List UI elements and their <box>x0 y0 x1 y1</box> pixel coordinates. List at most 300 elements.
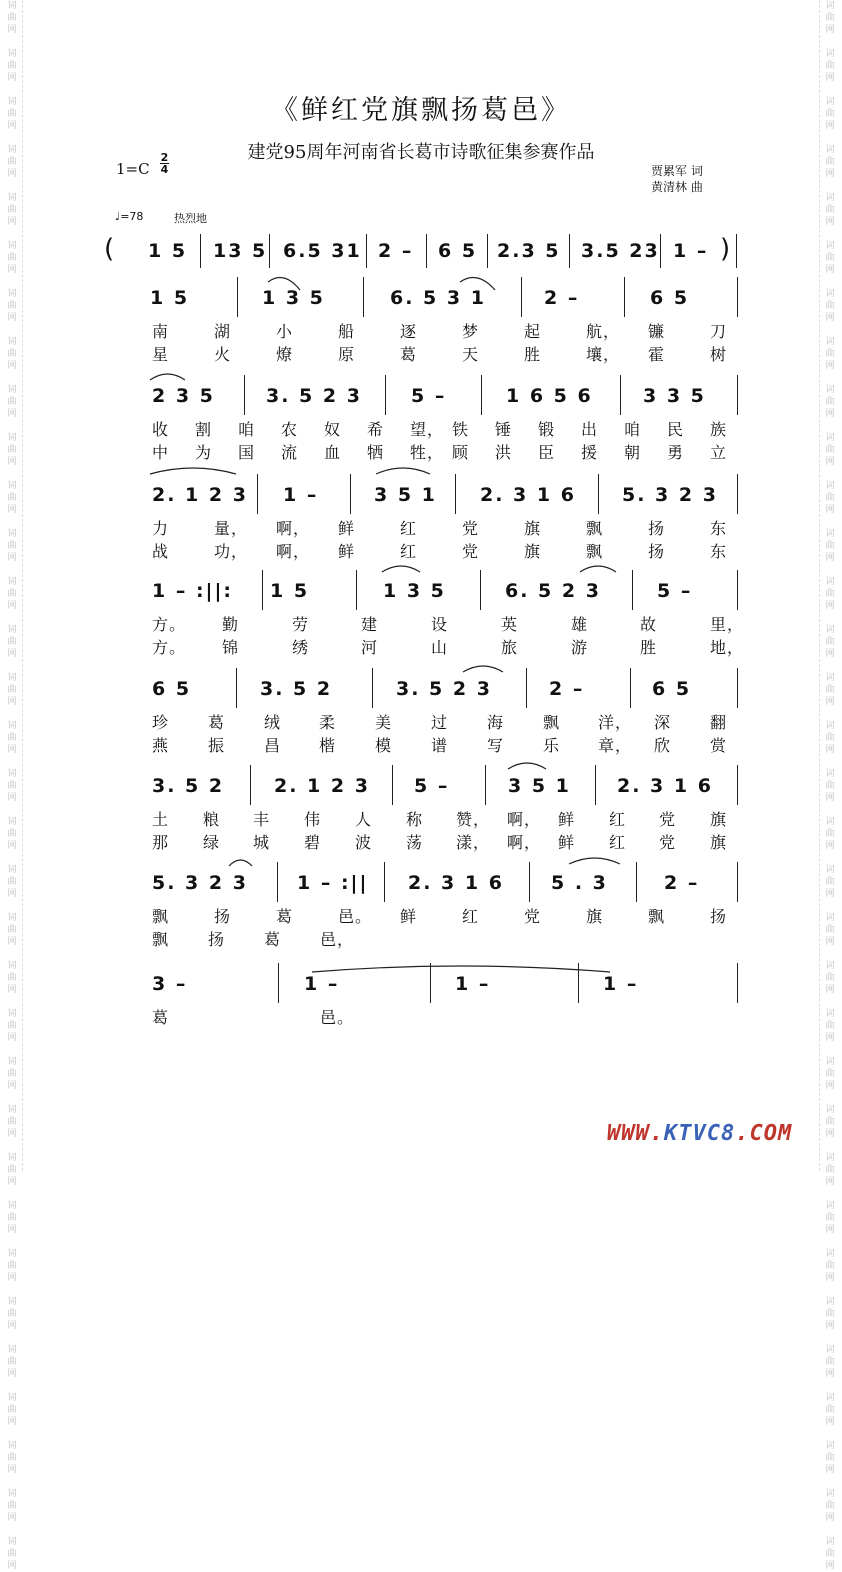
lyric-char: 旗 <box>710 810 728 829</box>
lyric-char: 出 <box>581 420 599 439</box>
lyric-char: 啊， <box>276 542 311 561</box>
lyric-char: 奴 <box>324 420 342 439</box>
margin-text: 词曲网 <box>825 1105 835 1139</box>
margin-text: 词曲网 <box>825 145 835 179</box>
margin-text: 词曲网 <box>825 1249 835 1283</box>
measure: 2 – <box>664 872 700 894</box>
margin-text: 词曲网 <box>7 625 17 659</box>
lyric-char: 量， <box>214 519 249 538</box>
measure: 6 5 <box>652 678 692 700</box>
lyric-char: 南 <box>152 322 170 341</box>
barline <box>636 862 637 902</box>
barline <box>426 234 427 268</box>
lyric-char: 树 <box>710 345 728 364</box>
lyric-char: 雄 <box>571 615 589 634</box>
measure: 1 5 <box>150 287 190 309</box>
lyric-char: 那 <box>152 833 170 852</box>
margin-text: 词曲网 <box>825 385 835 419</box>
measure: 5. 3 2 3 <box>622 484 718 506</box>
margin-text: 词曲网 <box>825 577 835 611</box>
lyric-char: 为 <box>195 443 213 462</box>
lyric-char: 勇 <box>667 443 685 462</box>
lyric-char: 称 <box>406 810 424 829</box>
intro-measure: 6 5 <box>438 240 478 262</box>
margin-text: 词曲网 <box>7 1345 17 1379</box>
lyric-char: 赏 <box>710 736 728 755</box>
lyric-char: 邑， <box>320 930 355 949</box>
margin-text: 词曲网 <box>825 625 835 659</box>
barline <box>430 963 431 1003</box>
lyric-char: 小 <box>276 322 294 341</box>
lyric-char: 故 <box>640 615 658 634</box>
measure: 3. 5 2 3 <box>266 385 362 407</box>
barline <box>737 862 738 902</box>
key-signature: 1=C <box>116 160 150 178</box>
lyric-char: 葛 <box>400 345 418 364</box>
margin-text: 词曲网 <box>825 1537 835 1571</box>
lyric-char: 漾， <box>456 833 491 852</box>
barline <box>620 375 621 415</box>
barline <box>257 474 258 514</box>
lyric-char: 波 <box>355 833 373 852</box>
lyric-char: 英 <box>501 615 519 634</box>
measure: 3 5 1 <box>374 484 437 506</box>
lyric-char: 锦 <box>222 638 240 657</box>
lyric-char: 啊， <box>507 810 542 829</box>
barline <box>737 963 738 1003</box>
barline <box>384 862 385 902</box>
barline <box>372 668 373 708</box>
lyric-char: 农 <box>281 420 299 439</box>
lyric-char: 原 <box>338 345 356 364</box>
lyric-char: 流 <box>281 443 299 462</box>
measure: 6. 5 3 1 <box>390 287 486 309</box>
lyric-char: 鲜 <box>338 519 356 538</box>
site-watermark <box>607 1121 792 1146</box>
lyric-char: 葛 <box>152 1008 170 1027</box>
lyric-char: 旗 <box>524 519 542 538</box>
measure: 1 – :||: <box>152 580 234 602</box>
lyric-char: 碧 <box>304 833 322 852</box>
measure: 6 5 <box>650 287 690 309</box>
margin-text: 词曲网 <box>825 1345 835 1379</box>
margin-text: 词曲网 <box>825 241 835 275</box>
margin-text: 词曲网 <box>825 961 835 995</box>
barline <box>578 963 579 1003</box>
margin-text: 词曲网 <box>825 1057 835 1091</box>
lyric-char: 建 <box>361 615 379 634</box>
barline <box>598 474 599 514</box>
margin-text: 词曲网 <box>825 865 835 899</box>
measure: 2. 1 2 3 <box>274 775 370 797</box>
margin-text: 词曲网 <box>7 193 17 227</box>
measure: 3 – <box>152 973 188 995</box>
margin-text: 词曲网 <box>825 673 835 707</box>
barline <box>480 570 481 610</box>
lyric-char: 旅 <box>501 638 519 657</box>
margin-text: 词曲网 <box>7 1105 17 1139</box>
barline <box>200 234 201 268</box>
lyric-char: 游 <box>571 638 589 657</box>
measure: 3. 5 2 <box>152 775 225 797</box>
composer-credit: 黄清林 曲 <box>651 180 703 194</box>
measure: 5. 3 2 3 <box>152 872 248 894</box>
barline <box>485 765 486 805</box>
lyric-char: 望， <box>410 420 445 439</box>
margin-text: 词曲网 <box>7 673 17 707</box>
barline <box>521 277 522 317</box>
slur-mark <box>508 763 546 769</box>
measure: 1 3 5 <box>262 287 325 309</box>
margin-text: 词曲网 <box>7 1297 17 1331</box>
margin-text: 词曲网 <box>7 49 17 83</box>
barline <box>487 234 488 268</box>
lyric-char: 绒 <box>264 713 282 732</box>
measure: 1 – <box>283 484 319 506</box>
lyric-char: 星 <box>152 345 170 364</box>
margin-text: 词曲网 <box>825 433 835 467</box>
lyric-char: 欣 <box>654 736 672 755</box>
lyric-char: 功， <box>214 542 249 561</box>
measure: 1 – :|| <box>297 872 369 894</box>
right-margin-watermark <box>822 0 838 1571</box>
lyric-char: 战 <box>152 542 170 561</box>
lyric-char: 深 <box>654 713 672 732</box>
slur-mark <box>150 468 236 474</box>
intro-measure: 2.3 5 <box>497 240 561 262</box>
intro-measure: 13 5 <box>213 240 268 262</box>
barline <box>269 234 270 268</box>
lyric-char: 援 <box>581 443 599 462</box>
measure: 2 3 5 <box>152 385 215 407</box>
left-margin-line <box>22 0 23 1171</box>
barline <box>569 234 570 268</box>
intro-measure: 2 – <box>378 240 414 262</box>
measure: 1 – <box>304 973 340 995</box>
lyric-char: 族 <box>710 420 728 439</box>
lyricist-credit: 贾累军 词 <box>651 164 703 178</box>
barline <box>624 277 625 317</box>
lyric-char: 扬 <box>208 930 226 949</box>
lyric-char: 劳 <box>292 615 310 634</box>
lyric-char: 洋， <box>598 713 633 732</box>
lyric-char: 臣 <box>538 443 556 462</box>
left-margin-watermark <box>4 0 20 1571</box>
barline <box>737 570 738 610</box>
lyric-char: 牺 <box>367 443 385 462</box>
margin-text: 词曲网 <box>7 529 17 563</box>
intro-measure: 1 – <box>673 240 709 262</box>
barline <box>262 570 263 610</box>
lyric-char: 鲜 <box>338 542 356 561</box>
lyric-char: 割 <box>195 420 213 439</box>
margin-text: 词曲网 <box>825 1489 835 1523</box>
measure: 1 – <box>455 973 491 995</box>
lyric-char: 飘 <box>152 907 170 926</box>
margin-text: 词曲网 <box>825 337 835 371</box>
lyric-char: 党 <box>462 519 480 538</box>
lyric-char: 乐 <box>543 736 561 755</box>
margin-text: 词曲网 <box>7 289 17 323</box>
watermark-prefix: WWW. <box>607 1121 664 1146</box>
lyric-char: 东 <box>710 519 728 538</box>
measure: 2 – <box>544 287 580 309</box>
slur-mark <box>229 860 252 866</box>
lyric-char: 锻 <box>538 420 556 439</box>
lyric-char: 丰 <box>253 810 271 829</box>
lyric-char: 邑。 <box>320 1008 355 1027</box>
margin-text: 词曲网 <box>825 481 835 515</box>
lyric-char: 航， <box>586 322 621 341</box>
measure: 1 5 <box>270 580 310 602</box>
lyric-char: 国 <box>238 443 256 462</box>
lyric-char: 绣 <box>292 638 310 657</box>
margin-text: 词曲网 <box>7 1057 17 1091</box>
margin-text: 词曲网 <box>825 1297 835 1331</box>
measure: 2 – <box>549 678 585 700</box>
lyric-char: 啊， <box>276 519 311 538</box>
barline <box>244 375 245 415</box>
lyric-char: 赞， <box>456 810 491 829</box>
lyric-char: 扬 <box>648 519 666 538</box>
lyric-char: 葛 <box>276 907 294 926</box>
lyric-char: 燎 <box>276 345 294 364</box>
barline <box>737 375 738 415</box>
measure: 5 – <box>411 385 447 407</box>
margin-text: 词曲网 <box>7 865 17 899</box>
margin-text: 词曲网 <box>7 337 17 371</box>
lyric-char: 梦 <box>462 322 480 341</box>
slur-mark <box>463 666 503 672</box>
margin-text: 词曲网 <box>825 529 835 563</box>
lyric-char: 过 <box>431 713 449 732</box>
intro-measure: 6.5 31 <box>283 240 362 262</box>
lyric-char: 写 <box>487 736 505 755</box>
intro-open-paren: ( <box>104 234 115 264</box>
meter-bottom: 4 <box>160 163 169 176</box>
lyric-char: 霍 <box>648 345 666 364</box>
barline <box>632 570 633 610</box>
measure: 3. 5 2 <box>260 678 333 700</box>
lyric-char: 党 <box>659 810 677 829</box>
lyric-char: 旗 <box>524 542 542 561</box>
slur-mark <box>580 566 616 572</box>
margin-text: 词曲网 <box>825 1441 835 1475</box>
margin-text: 词曲网 <box>7 1393 17 1427</box>
lyric-char: 飘 <box>648 907 666 926</box>
margin-text: 词曲网 <box>7 769 17 803</box>
lyric-char: 土 <box>152 810 170 829</box>
lyric-char: 船 <box>338 322 356 341</box>
lyric-char: 旗 <box>710 833 728 852</box>
lyric-char: 荡 <box>406 833 424 852</box>
barline <box>737 765 738 805</box>
song-subtitle: 建党95周年河南省长葛市诗歌征集参赛作品 <box>247 142 595 163</box>
barline <box>385 375 386 415</box>
lyric-char: 楷 <box>319 736 337 755</box>
barline <box>595 765 596 805</box>
lyric-char: 飘 <box>543 713 561 732</box>
lyric-char: 地， <box>710 638 745 657</box>
slur-mark <box>312 966 610 972</box>
lyric-char: 方。 <box>152 638 187 657</box>
barline <box>236 668 237 708</box>
lyric-char: 逐 <box>400 322 418 341</box>
lyric-char: 咱 <box>238 420 256 439</box>
slur-mark <box>150 374 185 380</box>
tempo-marking: ♩=78 <box>115 210 144 223</box>
measure: 2. 3 1 6 <box>480 484 576 506</box>
margin-text: 词曲网 <box>7 241 17 275</box>
lyric-char: 谱 <box>431 736 449 755</box>
measure: 3 5 1 <box>508 775 571 797</box>
lyric-char: 伟 <box>304 810 322 829</box>
lyric-char: 飘 <box>152 930 170 949</box>
slur-mark <box>376 468 430 474</box>
lyric-char: 党 <box>659 833 677 852</box>
barline <box>526 668 527 708</box>
margin-text: 词曲网 <box>825 1009 835 1043</box>
watermark-site: KTVC8 <box>663 1121 736 1146</box>
measure: 2. 3 1 6 <box>408 872 504 894</box>
margin-text: 词曲网 <box>825 1153 835 1187</box>
barline <box>277 862 278 902</box>
barline <box>736 234 737 268</box>
lyric-char: 河 <box>361 638 379 657</box>
lyric-char: 咱 <box>624 420 642 439</box>
lyric-char: 血 <box>324 443 342 462</box>
margin-text: 词曲网 <box>825 913 835 947</box>
intro-measure: 3.5 23 <box>581 240 660 262</box>
lyric-char: 胜 <box>640 638 658 657</box>
lyric-char: 模 <box>375 736 393 755</box>
lyric-char: 绿 <box>203 833 221 852</box>
lyric-char: 中 <box>152 443 170 462</box>
measure: 3 3 5 <box>643 385 706 407</box>
lyric-char: 收 <box>152 420 170 439</box>
lyric-char: 啊， <box>507 833 542 852</box>
lyric-char: 飘 <box>586 519 604 538</box>
lyric-char: 昌 <box>264 736 282 755</box>
lyric-char: 美 <box>375 713 393 732</box>
lyric-char: 洪 <box>495 443 513 462</box>
barline <box>630 668 631 708</box>
margin-text: 词曲网 <box>7 721 17 755</box>
lyric-char: 飘 <box>586 542 604 561</box>
measure: 6 5 <box>152 678 192 700</box>
barline <box>356 570 357 610</box>
lyric-char: 邑。 <box>338 907 373 926</box>
margin-text: 词曲网 <box>825 1201 835 1235</box>
lyric-char: 粮 <box>203 810 221 829</box>
lyric-char: 铁 <box>452 420 470 439</box>
lyric-char: 柔 <box>319 713 337 732</box>
lyric-char: 鲜 <box>558 810 576 829</box>
margin-text: 词曲网 <box>825 289 835 323</box>
lyric-char: 鲜 <box>558 833 576 852</box>
lyric-char: 民 <box>667 420 685 439</box>
margin-text: 词曲网 <box>7 1249 17 1283</box>
lyric-char: 翻 <box>710 713 728 732</box>
margin-text: 词曲网 <box>825 193 835 227</box>
lyric-char: 山 <box>431 638 449 657</box>
lyric-char: 湖 <box>214 322 232 341</box>
lyric-char: 刀 <box>710 322 728 341</box>
time-signature <box>160 152 169 175</box>
lyric-char: 顾 <box>452 443 470 462</box>
measure: 2. 3 1 6 <box>617 775 713 797</box>
slur-mark <box>569 858 620 864</box>
barline <box>737 474 738 514</box>
measure: 5 – <box>414 775 450 797</box>
lyric-char: 红 <box>400 542 418 561</box>
margin-text: 词曲网 <box>7 913 17 947</box>
measure: 3. 5 2 3 <box>396 678 492 700</box>
barline <box>363 277 364 317</box>
watermark-suffix: .COM <box>735 1121 793 1146</box>
lyric-char: 天 <box>462 345 480 364</box>
barline <box>392 765 393 805</box>
lyric-char: 章， <box>598 736 633 755</box>
margin-text: 词曲网 <box>7 1201 17 1235</box>
lyric-char: 力 <box>152 519 170 538</box>
margin-text: 词曲网 <box>825 1 835 35</box>
lyric-char: 旗 <box>586 907 604 926</box>
right-margin-line <box>819 0 820 1171</box>
lyric-char: 城 <box>253 833 271 852</box>
lyric-char: 起 <box>524 322 542 341</box>
lyric-char: 东 <box>710 542 728 561</box>
measure: 1 6 5 6 <box>506 385 593 407</box>
barline <box>737 668 738 708</box>
barline <box>237 277 238 317</box>
lyric-char: 火 <box>214 345 232 364</box>
measure: 6. 5 2 3 <box>505 580 601 602</box>
lyric-char: 扬 <box>214 907 232 926</box>
meter-top: 2 <box>160 151 169 164</box>
lyric-char: 里， <box>710 615 745 634</box>
lyric-char: 党 <box>462 542 480 561</box>
margin-text: 词曲网 <box>7 577 17 611</box>
measure: 1 – <box>603 973 639 995</box>
margin-text: 词曲网 <box>7 817 17 851</box>
margin-text: 词曲网 <box>7 1537 17 1571</box>
lyric-char: 振 <box>208 736 226 755</box>
lyric-char: 燕 <box>152 736 170 755</box>
margin-text: 词曲网 <box>7 1009 17 1043</box>
intro-measure: 1 5 <box>148 240 188 262</box>
lyric-char: 珍 <box>152 713 170 732</box>
lyric-char: 红 <box>462 907 480 926</box>
lyric-char: 扬 <box>648 542 666 561</box>
barline <box>250 765 251 805</box>
lyric-char: 红 <box>400 519 418 538</box>
margin-text: 词曲网 <box>7 1 17 35</box>
lyric-char: 牲， <box>410 443 445 462</box>
margin-text: 词曲网 <box>7 1489 17 1523</box>
measure: 5 . 3 <box>551 872 608 894</box>
lyric-char: 胜 <box>524 345 542 364</box>
margin-text: 词曲网 <box>7 481 17 515</box>
margin-text: 词曲网 <box>825 721 835 755</box>
barline <box>529 862 530 902</box>
margin-text: 词曲网 <box>825 817 835 851</box>
lyric-char: 红 <box>609 833 627 852</box>
tempo-expression: 热烈地 <box>174 212 207 225</box>
margin-text: 词曲网 <box>7 433 17 467</box>
slur-mark <box>382 566 420 572</box>
barline <box>278 963 279 1003</box>
